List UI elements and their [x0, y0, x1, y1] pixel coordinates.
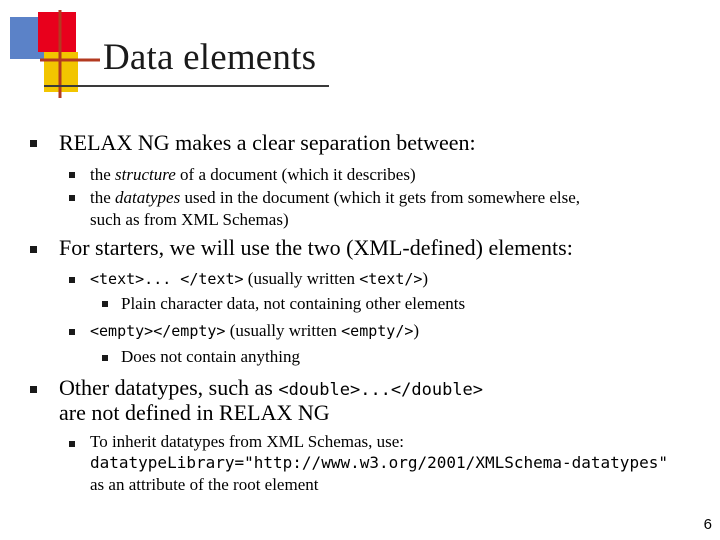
- sub-text-emphasis: structure: [115, 165, 176, 184]
- sub-text-end: ): [413, 321, 420, 340]
- bullet-3-sub-1-code: [90, 451, 668, 474]
- code-empty-short: <empty/>: [341, 322, 414, 340]
- bullet-1-sub-2: [90, 186, 580, 209]
- bullet-1-sub-2-continued: such as from XML Schemas): [90, 210, 289, 229]
- sub-text-post: used in the document (which it gets from somewhere else,: [180, 188, 581, 207]
- title-underline: [44, 85, 329, 87]
- square-bullet-icon: [69, 172, 75, 178]
- bullet-3-sub-1: To inherit datatypes from XML Schemas, use:: [90, 432, 405, 451]
- square-bullet-icon: [69, 329, 75, 335]
- bullet-2-sub-2-child: Does not contain anything: [121, 347, 300, 366]
- bullet-3-continued: are not defined in RELAX NG: [59, 400, 330, 425]
- code-text-short: <text/>: [359, 270, 423, 288]
- code-double-element: <double>...</double>: [278, 380, 484, 400]
- bullet-3-sub-1-continued: as an attribute of the root element: [90, 475, 319, 494]
- sub-text-emphasis: datatypes: [115, 188, 181, 207]
- square-bullet-icon: [102, 355, 108, 361]
- sub-text-post: (usually written: [225, 321, 342, 340]
- slide-title: Data elements: [103, 37, 317, 78]
- bullet-3-pre: Other datatypes, such as: [59, 375, 279, 400]
- code-text-element: <text>... </text>: [90, 270, 244, 288]
- bullet-2-sub-1: [90, 267, 428, 291]
- sub-text-pre: the: [90, 188, 116, 207]
- bullet-1-text: RELAX NG makes a clear separation between:: [59, 130, 476, 155]
- logo-red-square: [38, 12, 76, 52]
- sub-text-end: ): [422, 269, 429, 288]
- square-bullet-icon: [69, 195, 75, 201]
- code-datatype-library: datatypeLibrary="http://www.w3.org/2001/XMLSchema-datatypes": [90, 453, 668, 472]
- square-bullet-icon: [30, 246, 37, 253]
- square-bullet-icon: [30, 140, 37, 147]
- bullet-2-sub-1-child: Plain character data, not containing other elements: [121, 294, 466, 313]
- sub-text-post: (usually written: [243, 269, 360, 288]
- sub-text-pre: the: [90, 165, 116, 184]
- square-bullet-icon: [30, 386, 37, 393]
- code-empty-element: <empty></empty>: [90, 322, 226, 340]
- bullet-2-sub-2: [90, 319, 419, 343]
- page-number: 6: [703, 516, 712, 533]
- square-bullet-icon: [69, 441, 75, 447]
- square-bullet-icon: [69, 277, 75, 283]
- bullet-3-text: [59, 375, 483, 403]
- bullet-1-sub-1: [90, 163, 416, 186]
- bullet-2-text: For starters, we will use the two (XML-defined) elements:: [59, 235, 573, 260]
- square-bullet-icon: [102, 301, 108, 307]
- sub-text-post: of a document (which it describes): [175, 165, 416, 184]
